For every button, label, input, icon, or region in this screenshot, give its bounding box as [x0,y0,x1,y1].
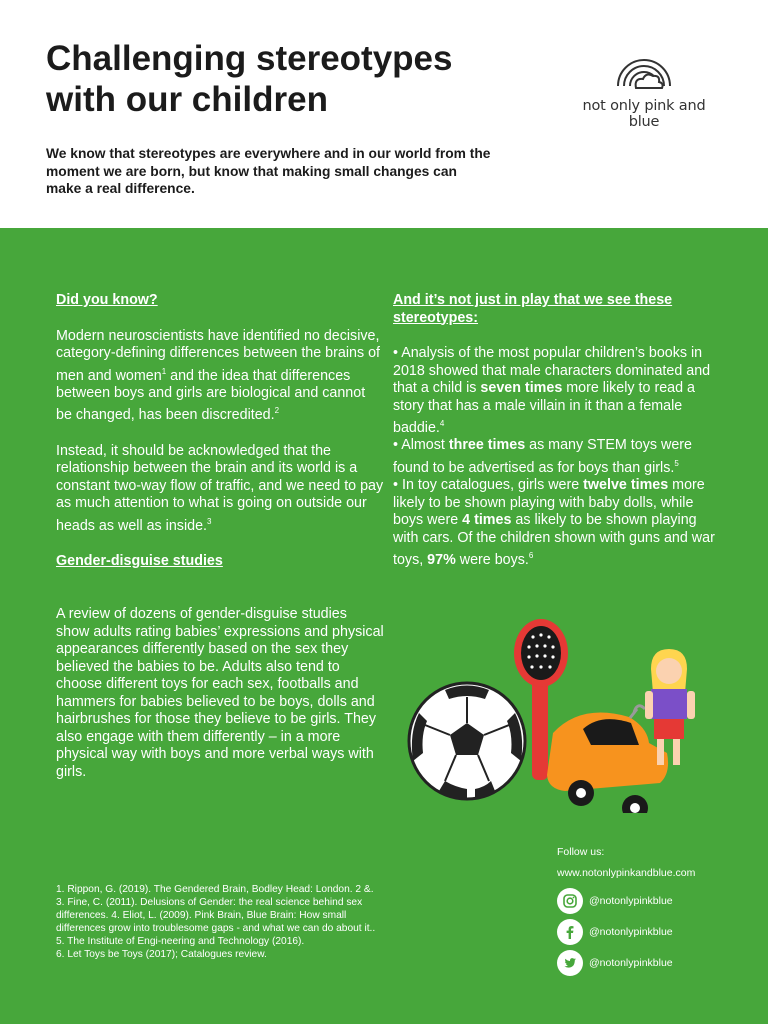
title-line-2: with our children [46,80,328,119]
references: 1. Rippon, G. (2019). The Gendered Brain, Bodley Head: London. 2 &. 3. Fine, C. (2011). Delusions of Gender: the real science behind sex differences. 4. Eliot, L. (2009). Pink Brain, Blue Brain: How small differences grow into troublesome gaps - and what we can do about it.. 5. The Institute of Engi-neering and Technology (2016). 6. Let Toys be Toys (2017); Catalogues review. [56,884,376,960]
bullet-stem: • Almost three times as many STEM toys were found to be advertised as for boys than girls.$^5$ [393,437,692,476]
instagram-icon [557,888,583,914]
instagram-handle: @notonlypinkblue [589,895,673,907]
twitter-handle: @notonlypinkblue [589,957,673,969]
stereotypes-heading: And it’s not just in play that we see these stereotypes: [393,292,673,326]
soccer-ball-icon [409,683,525,799]
did-you-know-heading: Did you know? [56,292,158,308]
gender-disguise-heading: Gender-disguise studies [56,552,223,569]
website-link[interactable]: www.notonlypinkandblue.com [557,867,696,879]
bullet-books: • Analysis of the most popular children’s books in 2018 showed that male characters dominated and that a child is seven times more likely to read a story that has a male villain in it than a female baddie.$^4$ [393,345,711,436]
toy-car-icon [547,706,668,813]
twitter-link[interactable] [557,950,673,976]
header [0,0,768,228]
instagram-link[interactable] [557,888,673,914]
paragraph-two-way-flow: Instead, it should be acknowledged that the relationship between the brain and its world is a constant two-way flow of traffic, and we need to pay as much attention to what is going on outside our heads as well as inside.$^3$ [56,442,384,534]
page-title [46,38,526,120]
intro-text: We know that stereotypes are everywhere and in our world from the moment we are born, but know that making small changes can make a real difference. [46,146,491,196]
brand-logo [568,42,720,130]
content-panel [0,228,768,1024]
left-column [56,292,384,781]
bullet-catalogues: • In toy catalogues, girls were twelve times more likely to be shown playing with baby dolls, while boys were 4 times as likely to be shown playing with cars. Of the children shown with guns and war toys, 97% were boys.$^6$ [393,477,715,568]
facebook-link[interactable] [557,919,673,945]
paragraph-neuroscience: Modern neuroscientists have identified no decisive, category-defining differences between the brains of men and women$^1$ and the idea that differences between boys and girls are biological and cannot be changed, has been discredited.$^2$ [56,327,381,424]
toys-illustration [405,613,705,813]
follow-us-label: Follow us: [557,846,605,858]
twitter-icon [557,950,583,976]
facebook-icon [557,919,583,945]
right-column [393,292,723,569]
logo-text: not only pink and blue [582,98,706,130]
title-line-1: Challenging stereotypes [46,39,453,78]
paragraph-gender-disguise: A review of dozens of gender-disguise studies show adults rating babies’ expressions and physical appearances differently based on the sex they believed the babies to be. Adults also tend to choose different toys for each sex, footballs and hammers for babies believed to be boys, dolls and hairbrushes for those they believe to be girls. They also engage with them differently – in a more physical way with boys and more verbal ways with girls. [56,606,384,780]
facebook-handle: @notonlypinkblue [589,926,673,938]
rainbow-cloud-icon [616,42,672,94]
